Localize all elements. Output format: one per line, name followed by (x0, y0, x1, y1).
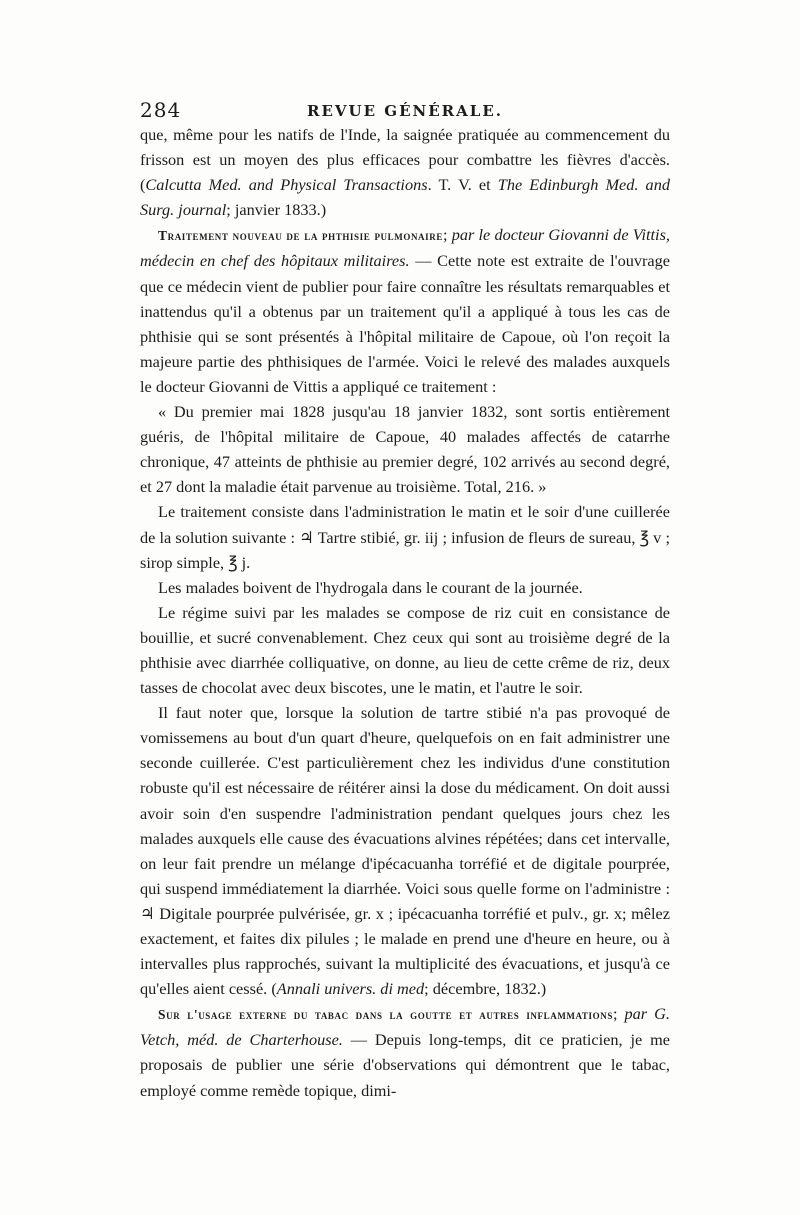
section-paragraph: Sur l'usage externe du tabac dans la goutte et autres inflammations; par G. Vetch, méd. de Charterhouse. — Depuis long-temps, dit ce praticien, je me proposais de publier une série d'observations qui démontrent que le tabac, employé comme remède topique, dimi- (140, 1004, 670, 1100)
section-heading: Traitement nouveau de la phthisie pulmonaire (158, 228, 443, 244)
citation-title: Calcutta Med. and Physical Transactions (145, 175, 428, 195)
author-line: par G. Vetch, méd. de Charterhouse. (140, 1004, 670, 1050)
section-heading: Sur l'usage externe du tabac dans la goutte et autres inflammations (158, 1007, 613, 1023)
section-paragraph: Traitement nouveau de la phthisie pulmonaire; par le docteur Giovanni de Vittis, médecin en chef des hôpitaux militaires. — Cette note est extraite de l'ouvrage que ce médecin vient de publier pour faire connaître les résultats remarquables et inattendus qu'il a obtenus par un traitement qu'il a appliqué à tous les cas de phthisie qui se sont présentés à l'hôpital militaire de Capoue, où l'on reçoit la majeure partie des phthisiques de l'armée. Voici le relevé des malades auxquels le docteur Giovanni de Vittis a appliqué ce traitement : (140, 225, 671, 396)
page-header (140, 98, 670, 120)
paragraph: Le traitement consiste dans l'administration le matin et le soir d'une cuillerée de la solution suivante : ♃ Tartre stibié, gr. iij ; infusion de fleurs de sureau, ℥ v ; sirop simple, ℥ j. (140, 502, 670, 572)
running-head: REVUE GÉNÉRALE. (307, 102, 503, 120)
citation-title: The Edinburgh Med. and Surg. journal (140, 175, 670, 220)
paragraph: « Du premier mai 1828 jusqu'au 18 janvier 1832, sont sortis entièrement guéris, de l'hôpital militaire de Capoue, 40 malades affectés de catarrhe chronique, 47 atteints de phthisie au premier degré, 102 arrivés au second degré, et 27 dont la maladie était parvenue au troisième. Total, 216. » (140, 402, 670, 497)
paragraph: Le régime suivi par les malades se compose de riz cuit en consistance de bouillie, et sucré convenablement. Chez ceux qui sont au troisième degré de la phthisie avec diarrhée colliquative, on donne, au lieu de cette crême de riz, deux tasses de chocolat avec deux biscotes, une le matin, et l'autre le soir. (140, 602, 670, 698)
paragraph: Il faut noter que, lorsque la solution de tartre stibié n'a pas provoqué de vomissemens au bout d'un quart d'heure, quelquefois on en fait administrer une seconde cuillerée. C'est particulièrement chez les individus d'une constitution robuste qu'il est nécessaire de réitérer ainsi la dose du médicament. On doit aussi avoir soin d'en suspendre l'administration pendant quelques jours chez les malades auxquels elle cause des évacuations alvines répétées; dans cet intervalle, on leur fait prendre un mélange d'ipécacuanha torréfié et de digitale pourprée, qui suspend immédiatement la diarrhée. Voici sous quelle forme on l'administre : ♃ Digitale pourprée pulvérisée, gr. x ; ipécacuanha torréfié et pulv., gr. x; mêlez exactement, et faites dix pilules ; le malade en prend une d'heure en heure, ou à intervalles plus rapprochés, suivant la multiplicité des évacuations, et jusqu'à ce qu'elles aient cessé. (Annali univers. di med; décembre, 1832.) (140, 703, 670, 999)
body-text (140, 122, 670, 1103)
author-line: par le docteur Giovanni de Vittis, médecin en chef des hôpitaux militaires. (140, 225, 670, 271)
paragraph: que, même pour les natifs de l'Inde, la saignée pratiquée au commencement du frisson est un moyen des plus efficaces pour combattre les fièvres d'accès. (Calcutta Med. and Physical Transactions. T. V. et The Edinburgh Med. and Surg. journal; janvier 1833.) (140, 125, 670, 220)
page-number: 284 (140, 98, 182, 122)
paragraph: Les malades boivent de l'hydrogala dans le courant de la journée. (158, 577, 583, 597)
citation-title: Annali univers. di med (276, 979, 425, 999)
